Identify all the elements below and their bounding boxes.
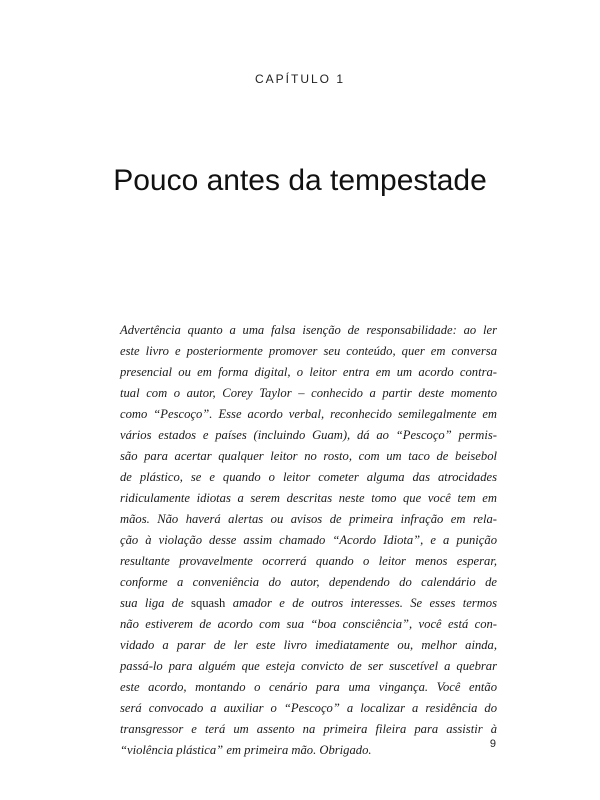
disclaimer-line: transgressor e terá um assento na primeira fileira para assistir à (120, 722, 497, 736)
disclaimer-line: ção à violação desse assim chamado “Acordo Idiota”, e a punição (120, 533, 497, 547)
disclaimer-paragraph (120, 320, 497, 761)
disclaimer-line: passá-lo para alguém que esteja convicto de ser suscetível a quebrar (120, 659, 497, 673)
disclaimer-line: mãos. Não haverá alertas ou avisos de primeira infração em rela- (120, 512, 497, 526)
disclaimer-line: como “Pescoço”. Esse acordo verbal, reconhecido semilegalmente em (120, 407, 497, 421)
disclaimer-line: vários estados e países (incluindo Guam), dá ao “Pescoço” permis- (120, 428, 497, 442)
disclaimer-line: presencial ou em forma digital, o leitor entra em um acordo contra- (120, 365, 497, 379)
disclaimer-line: Advertência quanto a uma falsa isenção de responsabilidade: ao ler (120, 323, 497, 337)
page-number: 9 (489, 738, 496, 750)
disclaimer-line: este livro e posteriormente promover seu conteúdo, quer em conversa (120, 344, 497, 358)
chapter-label: CAPÍTULO 1 (254, 72, 346, 86)
disclaimer-line: conforme a conveniência do autor, dependendo do calendário de (120, 575, 497, 589)
disclaimer-line: são para acertar qualquer leitor no rosto, com um taco de beisebol (120, 449, 497, 463)
disclaimer-line: não estiverem de acordo com sua “boa consciência”, você está con- (120, 617, 497, 631)
disclaimer-upright-word: squash (191, 596, 226, 610)
disclaimer-text: amador e de outros interesses. Se esses termos (225, 596, 497, 610)
disclaimer-line: ridiculamente idiotas a serem descritas neste tomo que você tem em (120, 491, 497, 505)
disclaimer-text: sua liga de (120, 596, 192, 610)
disclaimer-line: tual com o autor, Corey Taylor – conhecido a partir deste momento (120, 386, 497, 400)
disclaimer-line: resultante provavelmente ocorrerá quando o leitor menos esperar, (120, 554, 497, 568)
disclaimer-line: de plástico, se e quando o leitor cometer alguma das atrocidades (120, 470, 497, 484)
disclaimer-line (120, 593, 497, 614)
disclaimer-line: este acordo, montando o cenário para uma vingança. Você então (120, 680, 497, 694)
disclaimer-line: será convocado a auxiliar o “Pescoço” a localizar a residência do (120, 701, 497, 715)
disclaimer-line: “violência plástica” em primeira mão. Obrigado. (120, 743, 372, 757)
disclaimer-line: vidado a parar de ler este livro imediatamente ou, melhor ainda, (120, 638, 497, 652)
chapter-title: Pouco antes da tempestade (113, 164, 487, 197)
